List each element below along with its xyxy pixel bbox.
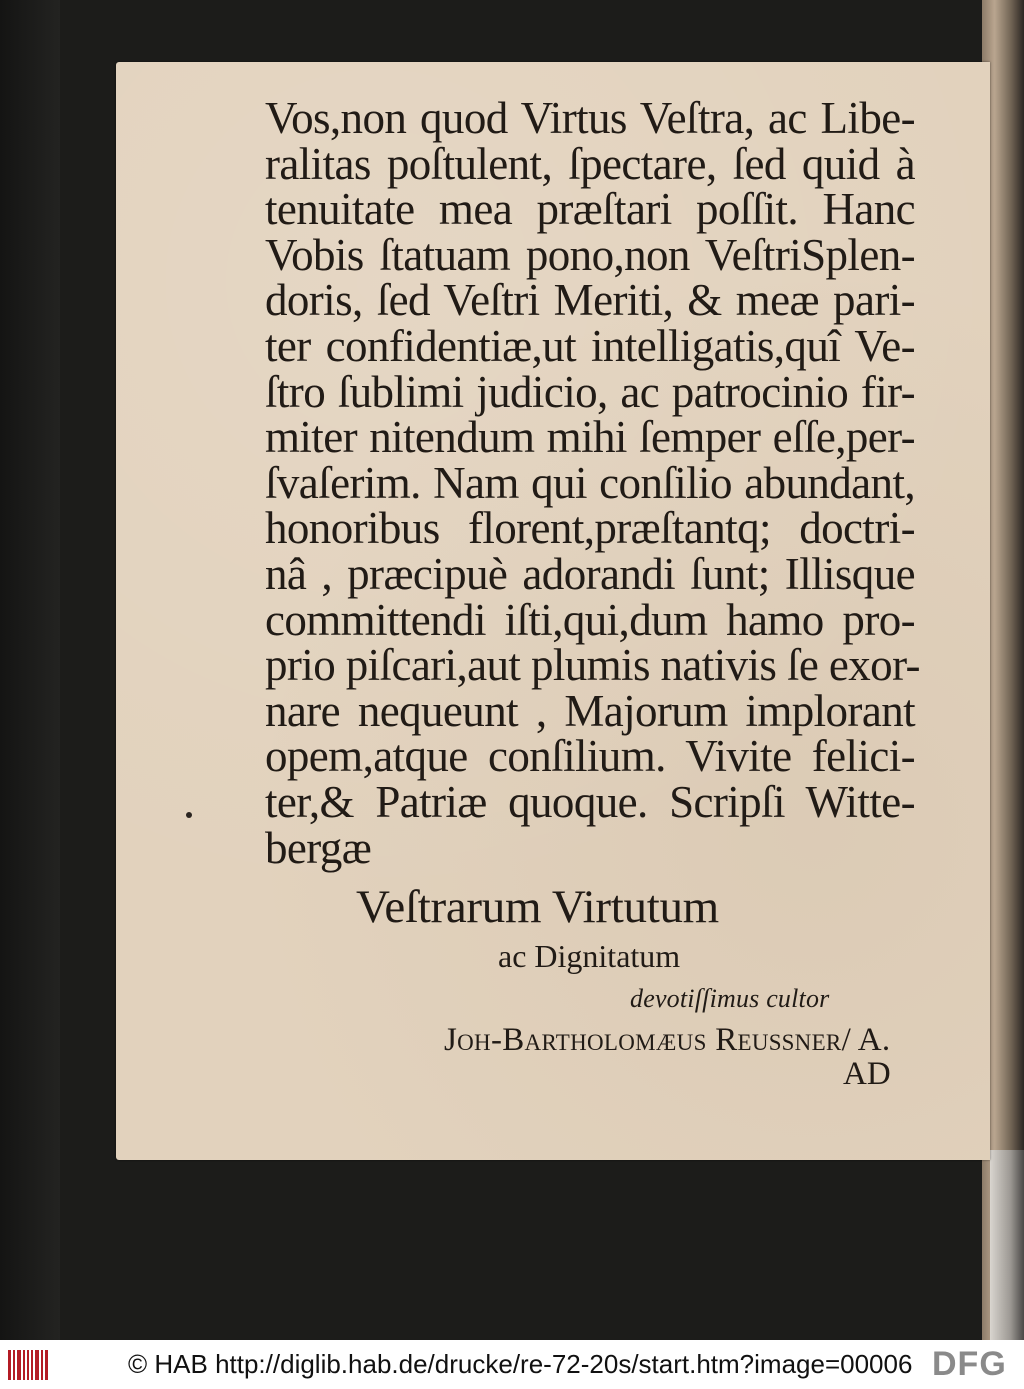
text-line: nare nequeunt , Majorum implorant	[265, 685, 915, 736]
text-line: ter,& Patriæ quoque. Scripſi Witte-	[265, 776, 915, 827]
text-line: Vobis ſtatuam pono,non VeſtriSplen-	[265, 229, 915, 280]
book-binding-lower	[990, 1150, 1024, 1340]
text-line: bergæ	[265, 822, 372, 873]
barcode-icon	[8, 1350, 48, 1380]
text-line: Vos,non quod Virtus Veſtra, ac Libe-	[265, 93, 915, 143]
text-line: doris, ſed Veſtri Meriti, & meæ pari-	[265, 275, 915, 326]
dfg-logo: DFG	[932, 1345, 1007, 1383]
signature-author: Joh-Bartholomæus Reußner/ A.	[444, 1022, 891, 1058]
text-line: honoribus florent,præſtantq; doctri-	[265, 503, 915, 554]
text-line: committendi iſti,qui,dum hamo pro-	[265, 594, 915, 645]
margin-dot	[186, 812, 192, 818]
closing-salutation: Veſtrarum Virtutum	[356, 881, 719, 933]
text-line: ſvaſerim. Nam qui conſilio abundant,	[265, 457, 915, 508]
closing-dignitatum: ac Dignitatum	[498, 938, 681, 974]
scan-board-edge	[0, 0, 60, 1340]
text-line: ralitas poſtulent, ſpectare, ſed quid à	[265, 138, 915, 189]
text-line: miter nitendum mihi ſemper eſſe,per-	[265, 412, 915, 463]
text-line: ter confidentiæ,ut intelligatis,quî Ve-	[265, 320, 915, 371]
text-line: nâ , præcipuè adorandi ſunt; Illisque	[265, 548, 915, 599]
closing-cultor: devotiſſimus cultor	[630, 984, 830, 1013]
text-line: prio piſcari,aut plumis nativis ſe exor-	[265, 640, 920, 691]
source-credit-link[interactable]: © HAB http://diglib.hab.de/drucke/re-72-20s/start.htm?image=00006	[128, 1349, 913, 1379]
text-line: tenuitate mea præſtari poſſit. Hanc	[265, 184, 915, 235]
footer-bar	[0, 1340, 1024, 1389]
text-line: ſtro ſublimi judicio, ac patrocinio fir-	[265, 366, 915, 417]
body-text	[265, 93, 920, 873]
text-line: opem,atque conſilium. Vivite felici-	[265, 731, 915, 782]
catchword: AD	[843, 1056, 891, 1092]
